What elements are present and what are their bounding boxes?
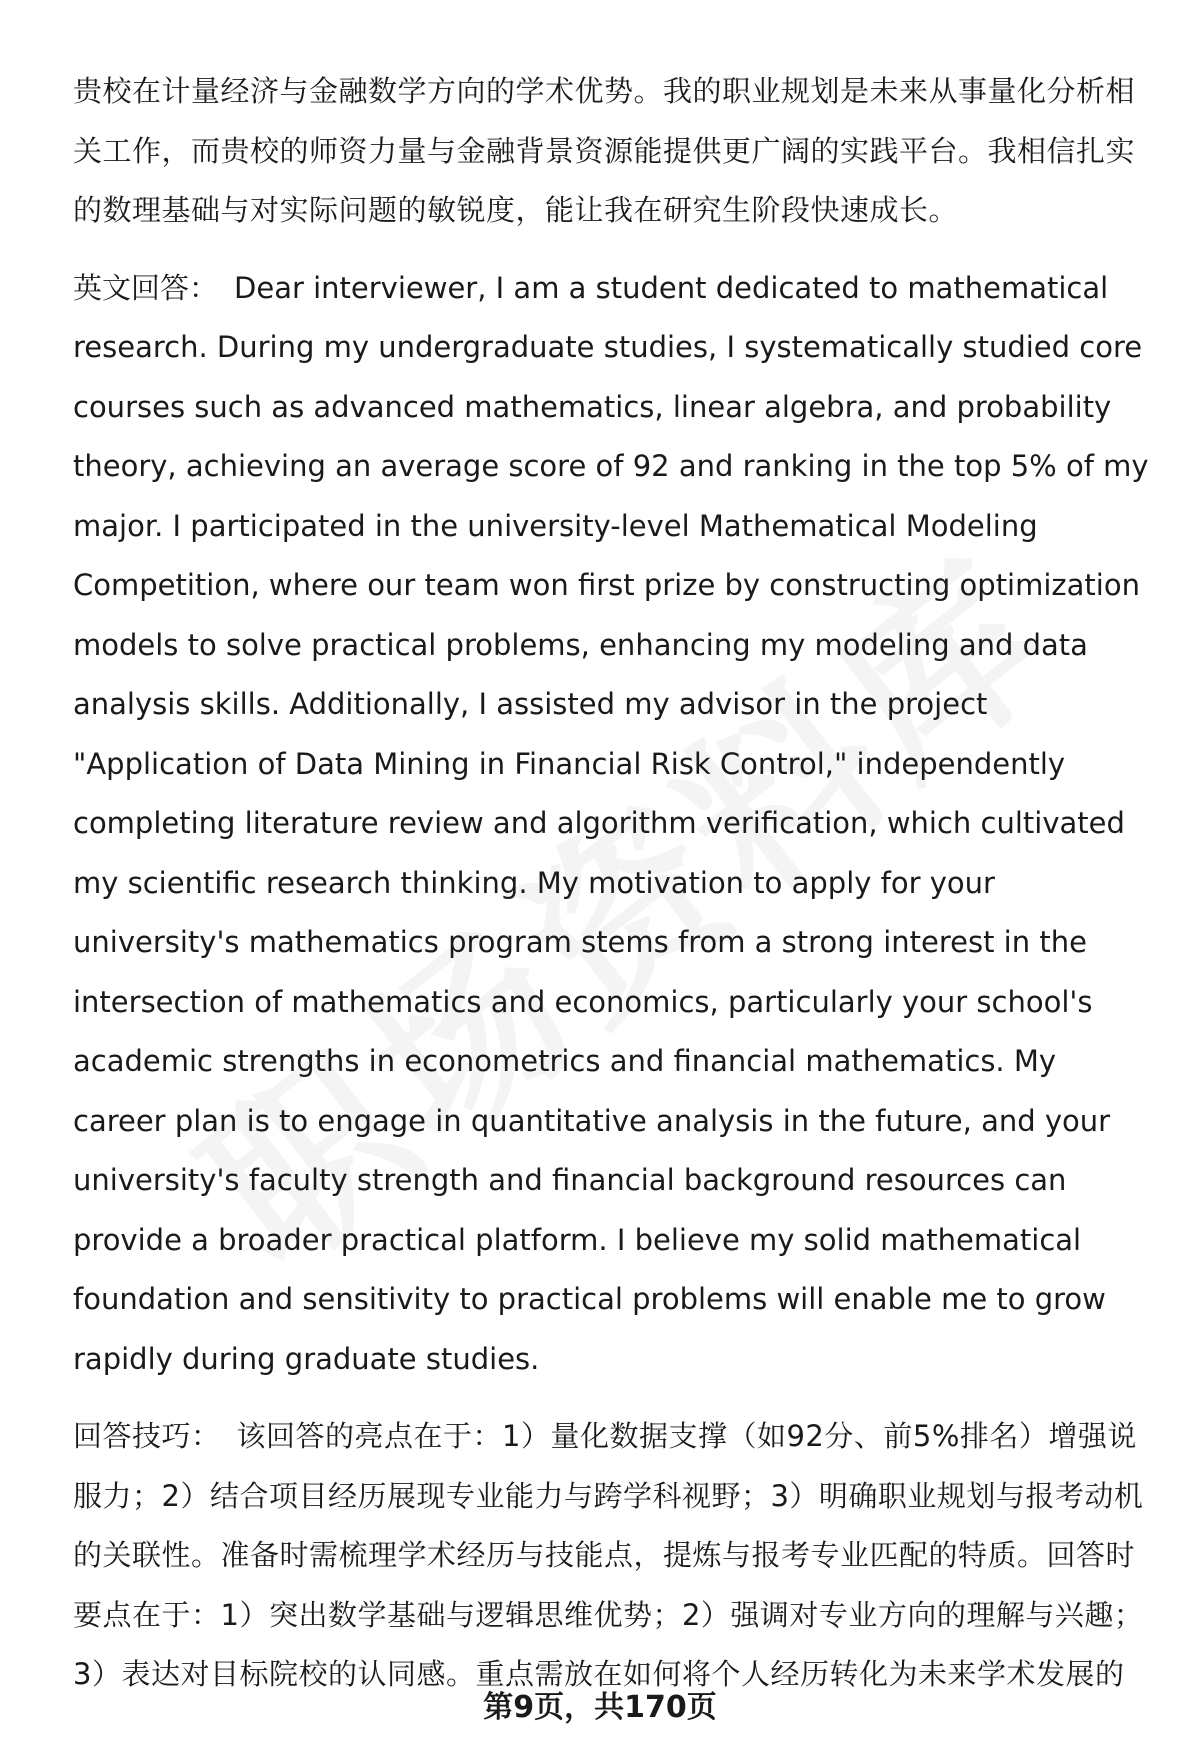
english-answer-label: 英文回答： [73, 270, 219, 305]
paragraph-answer-tips [73, 1407, 1153, 1705]
page-number: 第9页，共170页 [483, 1690, 717, 1725]
document-body [73, 62, 1153, 1705]
answer-tips-label: 回答技巧： [73, 1419, 221, 1453]
paragraph-english-answer [73, 259, 1153, 1390]
answer-tips-text: 该回答的亮点在于：1）量化数据支撑（如92分、前5%排名）增强说服力；2）结合项目经历展现专业能力与跨学科视野；3）明确职业规划与报考动机的关联性。准备时需梳理学术经历与技能点，提炼与报考专业匹配的特质。回答时要点在于：1）突出数学基础与逻辑思维优势；2）强调对专业方向的理解与兴趣；3）表达对目标院校的认同感。重点需放在如何将个人经历转化为未来学术发展的 [73, 1419, 1144, 1691]
english-answer-text: Dear interviewer, I am a student dedicated to mathematical research. During my undergraduate studies, I systematically studied core courses such as advanced mathematics, linear algebra, and probability theory, achieving an average score of 92 and ranking in the top 5% of my major. I participated in the university-level Mathematical Modeling Competition, where our team won first prize by constructing optimization models to solve practical problems, enhancing my modeling and data analysis skills. Additionally, I assisted my advisor in the project "Application of Data Mining in Financial Risk Control," independently completing literature review and algorithm verification, which cultivated my scientific research thinking. My motivation to apply for your university's mathematics program stems from a strong interest in the intersection of mathematics and economics, particularly your school's academic strengths in econometrics and financial mathematics. My career plan is to engage in quantitative analysis in the future, and your university's faculty strength and financial background resources can provide a broader practical platform. I believe my solid mathematical foundation and sensitivity to practical problems will enable me to grow rapidly during graduate studies. [73, 270, 1149, 1376]
paragraph-continuation: 贵校在计量经济与金融数学方向的学术优势。我的职业规划是未来从事量化分析相关工作，而贵校的师资力量与金融背景资源能提供更广阔的实践平台。我相信扎实的数理基础与对实际问题的敏锐度，能让我在研究生阶段快速成长。 [73, 74, 1136, 227]
